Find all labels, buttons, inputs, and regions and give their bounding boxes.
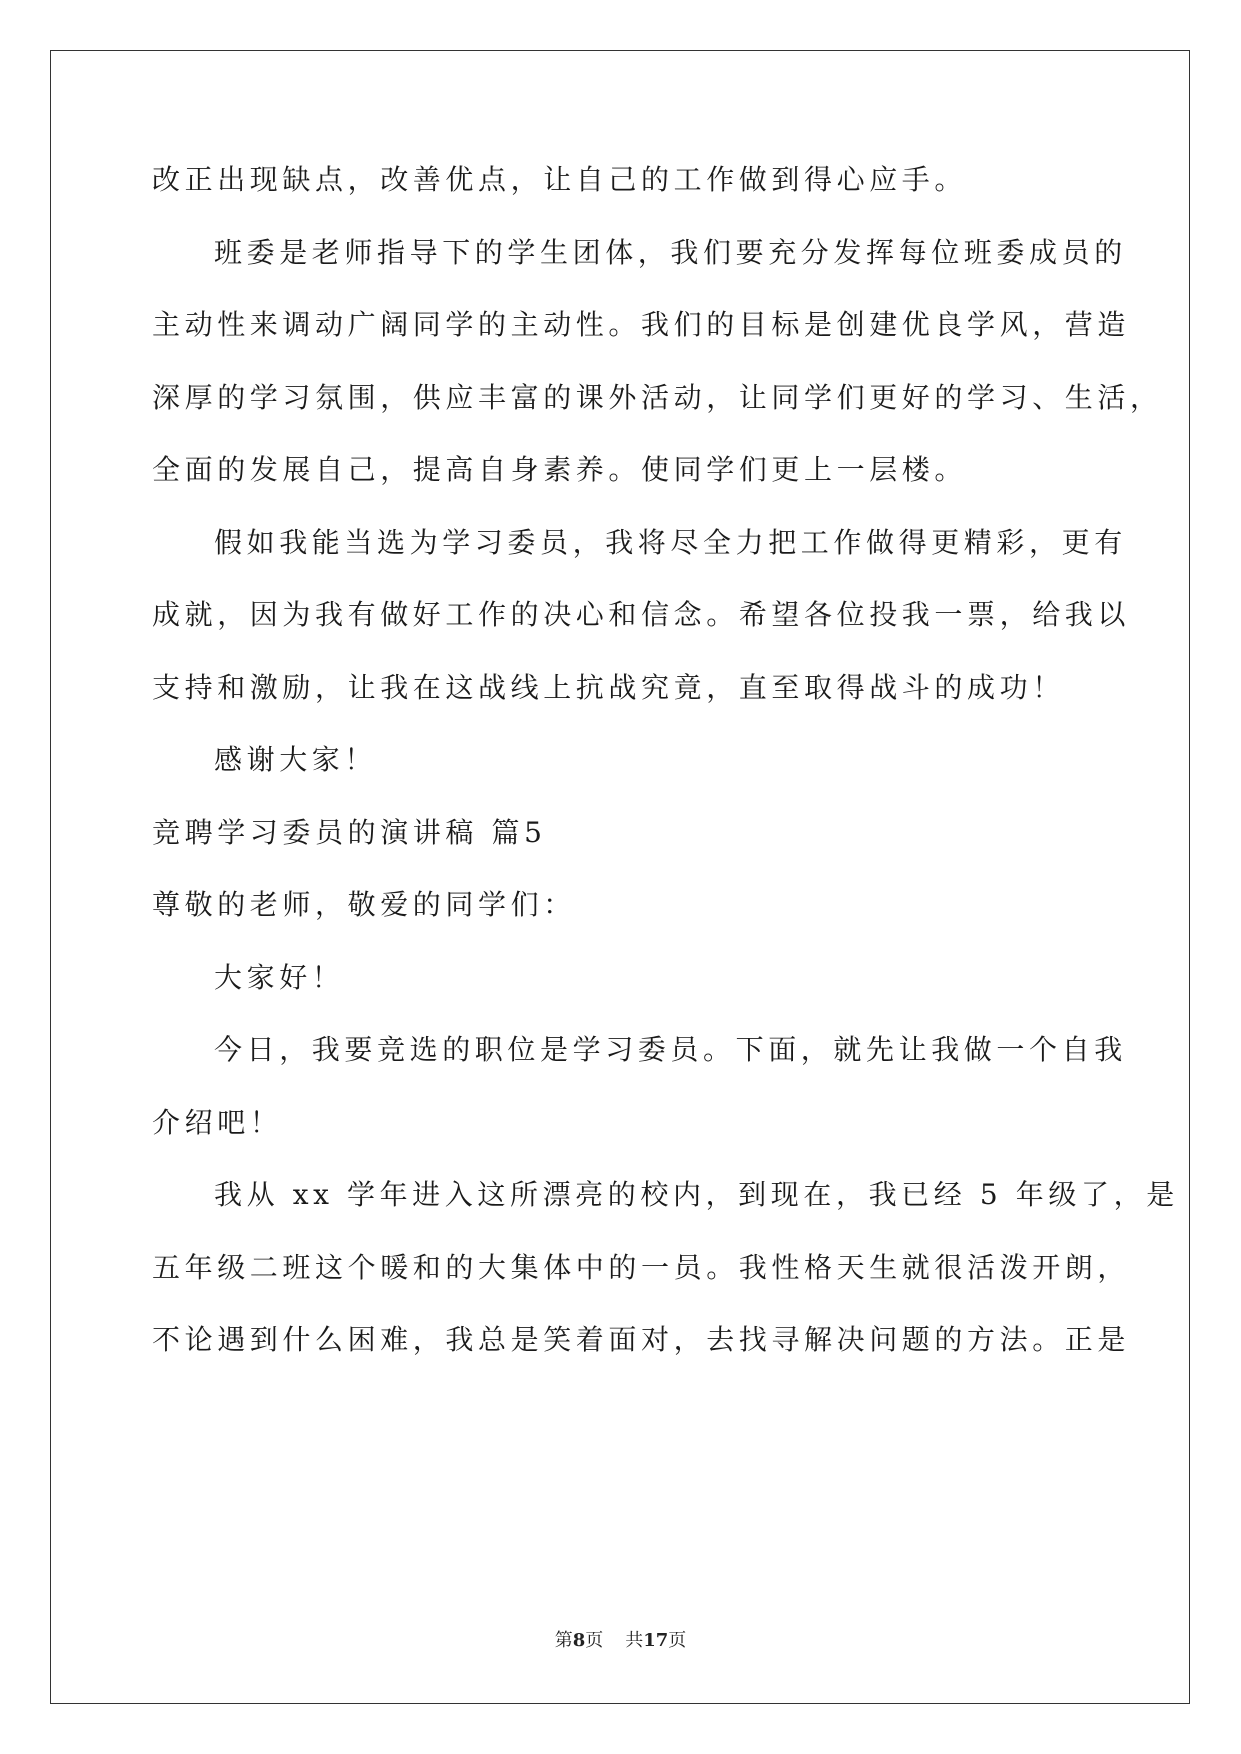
text-line: 五年级二班这个暖和的大集体中的一员。我性格天生就很活泼开朗， xyxy=(152,1250,1131,1284)
text-line: 全面的发展自己，提高自身素养。使同学们更上一层楼。 xyxy=(152,453,968,486)
page-border xyxy=(50,50,1190,1704)
footer-page-suffix: 页 xyxy=(585,1630,604,1651)
text-line: 不论遇到什么困难，我总是笑着面对，去找寻解决问题的方法。正是 xyxy=(152,1323,1131,1356)
page-footer xyxy=(0,1626,1241,1652)
text-line: 大家好！ xyxy=(214,960,345,994)
text-line: 假如我能当选为学习委员，我将尽全力把工作做得更精彩，更有 xyxy=(214,525,1127,559)
text-line: 感谢大家！ xyxy=(214,743,378,776)
text-line: 介绍吧！ xyxy=(152,1105,283,1139)
text-line: 成就，因为我有做好工作的决心和信念。希望各位投我一票，给我以 xyxy=(152,598,1131,631)
text-line: 竞聘学习委员的演讲稿 篇5 xyxy=(152,815,547,849)
text-line: 我从 xx 学年进入这所漂亮的校内，到现在，我已经 5 年级了，是 xyxy=(214,1178,1179,1211)
text-line: 尊敬的老师，敬爱的同学们： xyxy=(152,888,576,921)
current-page-number: 8 xyxy=(572,1630,586,1651)
footer-total-suffix: 页 xyxy=(668,1630,687,1651)
footer-prefix: 第 xyxy=(554,1630,573,1651)
text-line: 改正出现缺点，改善优点，让自己的工作做到得心应手。 xyxy=(152,163,968,196)
footer-total-prefix: 共 xyxy=(625,1630,644,1651)
total-page-number: 17 xyxy=(643,1630,669,1651)
text-line: 深厚的学习氛围，供应丰富的课外活动，让同学们更好的学习、生活， xyxy=(152,380,1163,414)
text-line: 今日，我要竞选的职位是学习委员。下面，就先让我做一个自我 xyxy=(214,1033,1127,1066)
text-line: 主动性来调动广阔同学的主动性。我们的目标是创建优良学风，营造 xyxy=(152,308,1131,341)
text-line: 班委是老师指导下的学生团体，我们要充分发挥每位班委成员的 xyxy=(214,235,1127,269)
text-line: 支持和激励，让我在这战线上抗战究竟，直至取得战斗的成功！ xyxy=(152,670,1065,704)
